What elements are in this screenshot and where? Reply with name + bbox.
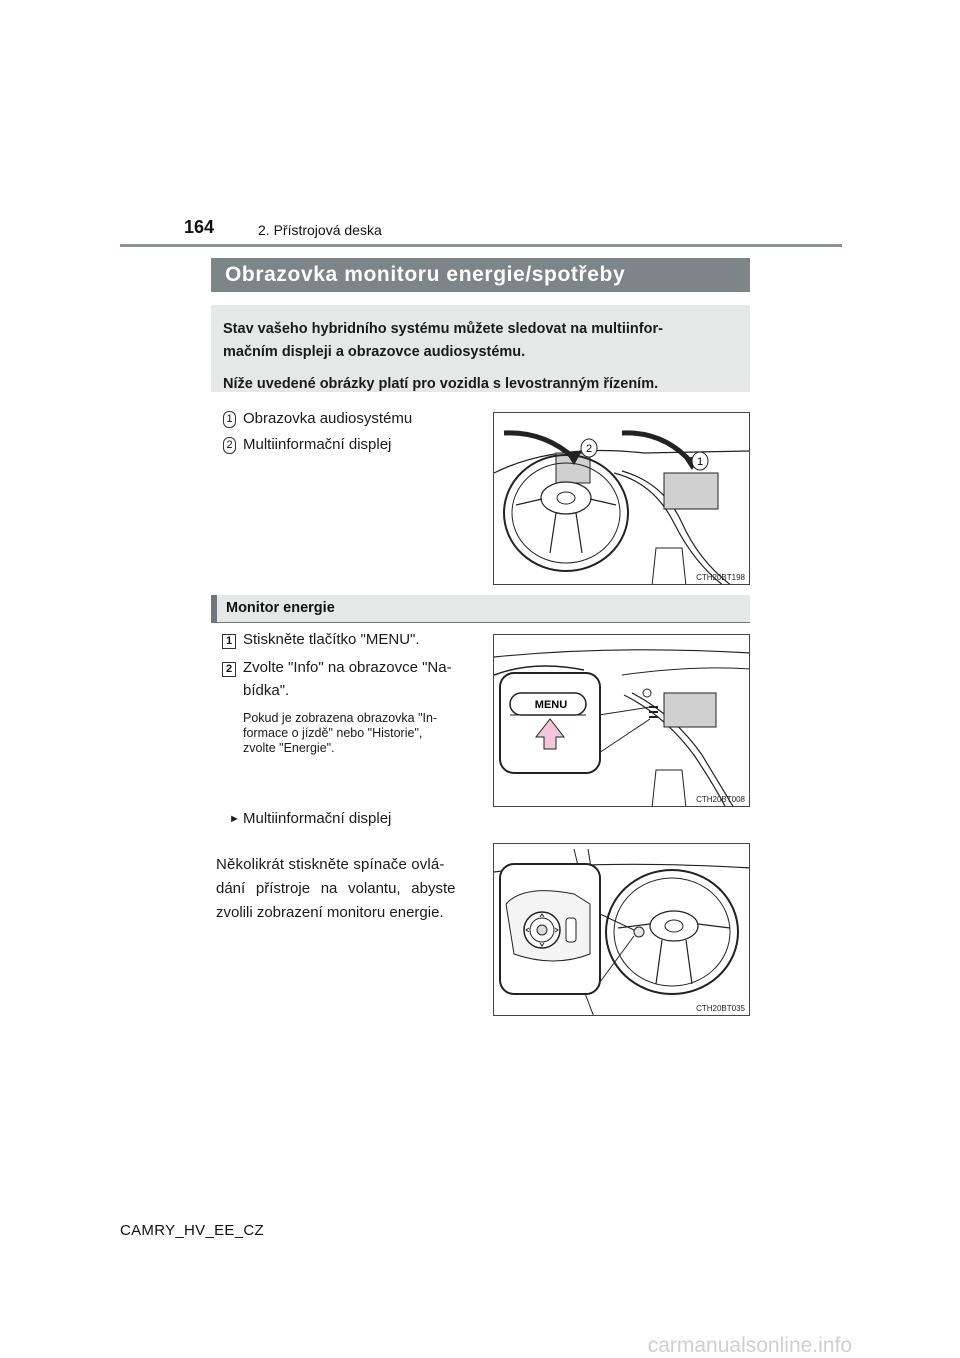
section-title: Obrazovka monitoru energie/spotřeby xyxy=(225,263,626,286)
intro-box xyxy=(211,305,750,392)
note-line: formace o jízdě" nebo "Historie", xyxy=(243,726,423,740)
figure-cockpit-overview xyxy=(493,412,750,585)
menu-button-illustration xyxy=(494,635,750,807)
item-text: Multiinformační displej xyxy=(243,810,392,827)
section-title-bar xyxy=(211,258,750,292)
legend-number: 1 xyxy=(223,411,236,428)
note-line: Pokud je zobrazena obrazovka "In- xyxy=(243,711,438,725)
paragraph-line: Několikrát stiskněte spínače ovlá- xyxy=(216,856,445,873)
footer-code: CAMRY_HV_EE_CZ xyxy=(120,1222,264,1239)
paragraph-line: dání přístroje na volantu, abyste xyxy=(216,880,456,897)
legend-text: Multiinformační displej xyxy=(243,436,392,453)
page-number: 164 xyxy=(184,217,215,237)
header-rule xyxy=(120,244,842,247)
subsection-header xyxy=(211,595,750,623)
figure-label-1: 1 xyxy=(696,456,704,468)
figure-code: CTH20BT035 xyxy=(696,1004,745,1013)
step-text: Stiskněte tlačítko "MENU". xyxy=(243,631,420,648)
figure-code: CTH20BT198 xyxy=(696,573,745,582)
note-line: zvolte "Energie". xyxy=(243,741,335,755)
legend-number: 2 xyxy=(223,437,236,454)
intro-line: Níže uvedené obrázky platí pro vozidla s levostranným řízením. xyxy=(223,376,659,392)
figure-label-2: 2 xyxy=(585,443,593,455)
paragraph-line: zvolili zobrazení monitoru energie. xyxy=(216,904,444,921)
step-number: 1 xyxy=(222,634,236,649)
intro-line: Stav vašeho hybridního systému můžete sledovat na multiinfor- xyxy=(223,321,663,337)
steering-switch-illustration xyxy=(494,844,750,1016)
figure-code: CTH20BT008 xyxy=(696,795,745,804)
step-text: bídka". xyxy=(243,682,290,699)
bullet-arrow-icon: ► xyxy=(229,813,240,825)
chapter-title: 2. Přístrojová deska xyxy=(258,222,382,238)
intro-line: mačním displeji a obrazovce audiosystému. xyxy=(223,344,526,360)
menu-label: MENU xyxy=(534,699,568,711)
watermark: carmanualsonline.info xyxy=(647,1334,852,1357)
cockpit-illustration xyxy=(494,413,750,585)
step-number: 2 xyxy=(222,662,236,677)
subsection-title: Monitor energie xyxy=(226,600,335,616)
legend-text: Obrazovka audiosystému xyxy=(243,410,413,427)
step-text: Zvolte "Info" na obrazovce "Na- xyxy=(243,659,452,676)
figure-steering-switches xyxy=(493,843,750,1016)
figure-menu-button xyxy=(493,634,750,807)
